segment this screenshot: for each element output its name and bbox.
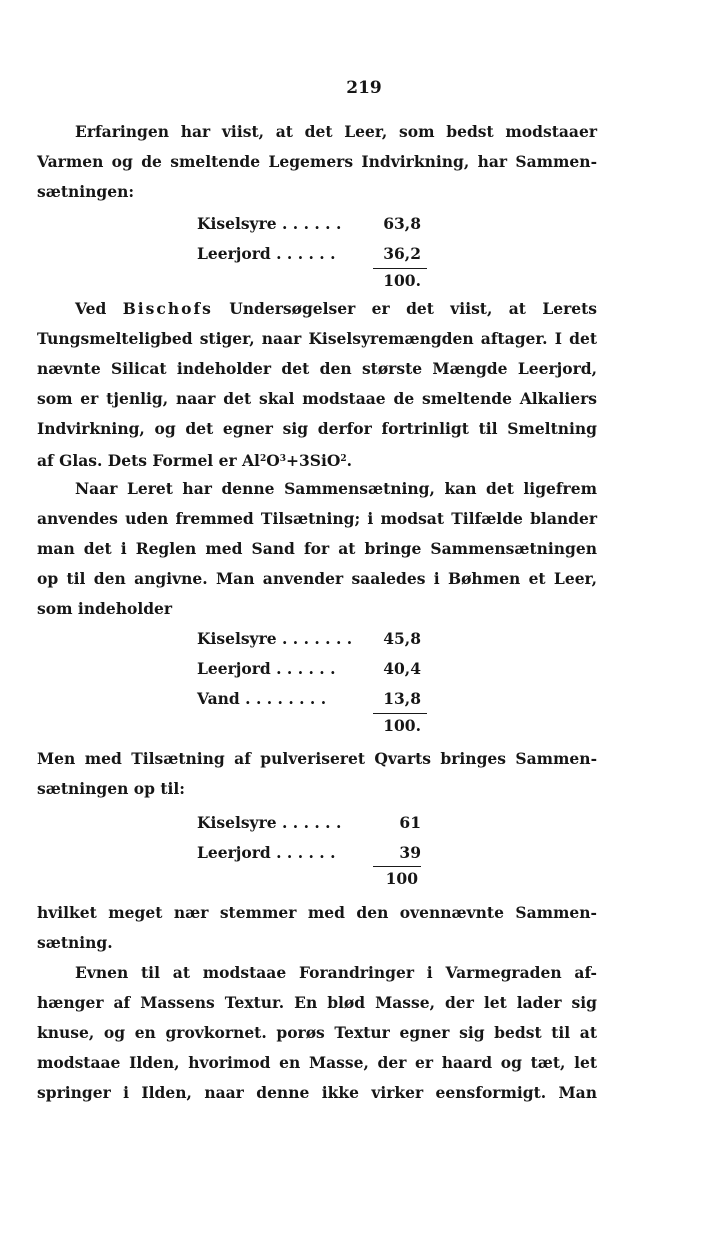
paragraph-1-line-2: Varmen og de smeltende Legemers Indvirkning, har Sammen-: [37, 152, 597, 171]
table-1-row: [197, 209, 421, 239]
paragraph-6-line-4: modstaae Ilden, hvorimod en Masse, der er haard og tæt, let: [37, 1053, 597, 1072]
paragraph-2-line-4: som er tjenlig, naar det skal modstaae de smeltende Alkaliers: [37, 389, 597, 408]
paragraph-2-text: af Glas. Dets Formel er Al: [37, 451, 260, 470]
table-1-row: [197, 239, 421, 269]
table-2-value: 40,4: [383, 659, 421, 678]
table-1-label: Kiselsyre . . . . . .: [197, 214, 342, 233]
paragraph-6-line-1: Evnen til at modstaae Forandringer i Varmegraden af-: [75, 963, 597, 982]
table-3-value: 39: [399, 843, 421, 862]
table-3-total: 100: [385, 869, 418, 888]
paragraph-1-line-3: sætningen:: [37, 182, 135, 201]
author-name: Bischofs: [122, 299, 213, 318]
paragraph-1-line-1: Erfaringen har viist, at det Leer, som bedst modstaaer: [75, 122, 597, 141]
table-1-label: Leerjord . . . . . .: [197, 244, 336, 263]
table-3-value: 61: [399, 813, 421, 832]
table-2-total: 100.: [383, 716, 421, 735]
formula-subscript: 2: [259, 454, 267, 464]
paragraph-3-line-1: Naar Leret har denne Sammensætning, kan det ligefrem: [75, 479, 597, 498]
formula-part: O: [266, 451, 280, 470]
paragraph-5-line-1: hvilket meget nær stemmer med den ovennævnte Sammen-: [37, 903, 597, 922]
paragraph-2-line-2: Tungsmelteligbed stiger, naar Kiselsyremængden aftager. I det: [37, 329, 597, 348]
paragraph-3-line-2: anvendes uden fremmed Tilsætning; i modsat Tilfælde blander: [37, 509, 597, 528]
paragraph-6-line-2: hænger af Massens Textur. En blød Masse, der let lader sig: [37, 993, 597, 1012]
paragraph-2-text: Ved: [75, 299, 123, 318]
table-1-value: 36,2: [383, 244, 421, 263]
table-2-row: [197, 684, 421, 714]
table-2-value: 13,8: [383, 689, 421, 708]
table-3-row: [197, 808, 421, 838]
paragraph-2-line-6: [37, 444, 597, 476]
paragraph-6-line-5: springer i Ilden, naar denne ikke virker eensformigt. Man: [37, 1083, 597, 1102]
paragraph-4-line-1: Men med Tilsætning af pulveriseret Qvarts bringes Sammen-: [37, 749, 597, 768]
formula-part: .: [346, 451, 353, 470]
table-1-total: 100.: [383, 271, 421, 290]
table-2-label: Vand . . . . . . . .: [197, 689, 327, 708]
paragraph-2-line-1: [37, 294, 597, 324]
paragraph-2-line-3: nævnte Silicat indeholder det den største Mængde Leerjord,: [37, 359, 597, 378]
formula-part: +3SiO: [285, 451, 341, 470]
formula-subscript: 2: [340, 454, 347, 464]
paragraph-6-line-3: knuse, og en grovkornet. porøs Textur egner sig bedst til at: [37, 1023, 597, 1042]
table-2-label: Kiselsyre . . . . . . .: [197, 629, 353, 648]
table-1-value: 63,8: [383, 214, 421, 233]
paragraph-3-line-4: op til den angivne. Man anvender saaledes i Bøhmen et Leer,: [37, 569, 597, 588]
paragraph-3-line-3: man det i Reglen med Sand for at bringe Sammensætningen: [37, 539, 597, 558]
page-number: 219: [346, 78, 382, 98]
paragraph-2-text: Undersøgelser er det viist, at Lerets: [212, 299, 598, 318]
paragraph-2-line-5: Indvirkning, og det egner sig derfor fortrinligt til Smeltning: [37, 419, 597, 438]
paragraph-4-line-2: sætningen op til:: [37, 779, 186, 798]
table-3-label: Leerjord . . . . . .: [197, 843, 336, 862]
table-3-label: Kiselsyre . . . . . .: [197, 813, 342, 832]
paragraph-5-line-2: sætning.: [37, 933, 113, 952]
table-2-row: [197, 654, 421, 684]
table-2-row: [197, 624, 421, 654]
table-2-label: Leerjord . . . . . .: [197, 659, 336, 678]
paragraph-3-line-5: som indeholder: [37, 599, 173, 618]
formula-subscript: 3: [279, 454, 286, 464]
table-2-value: 45,8: [383, 629, 421, 648]
